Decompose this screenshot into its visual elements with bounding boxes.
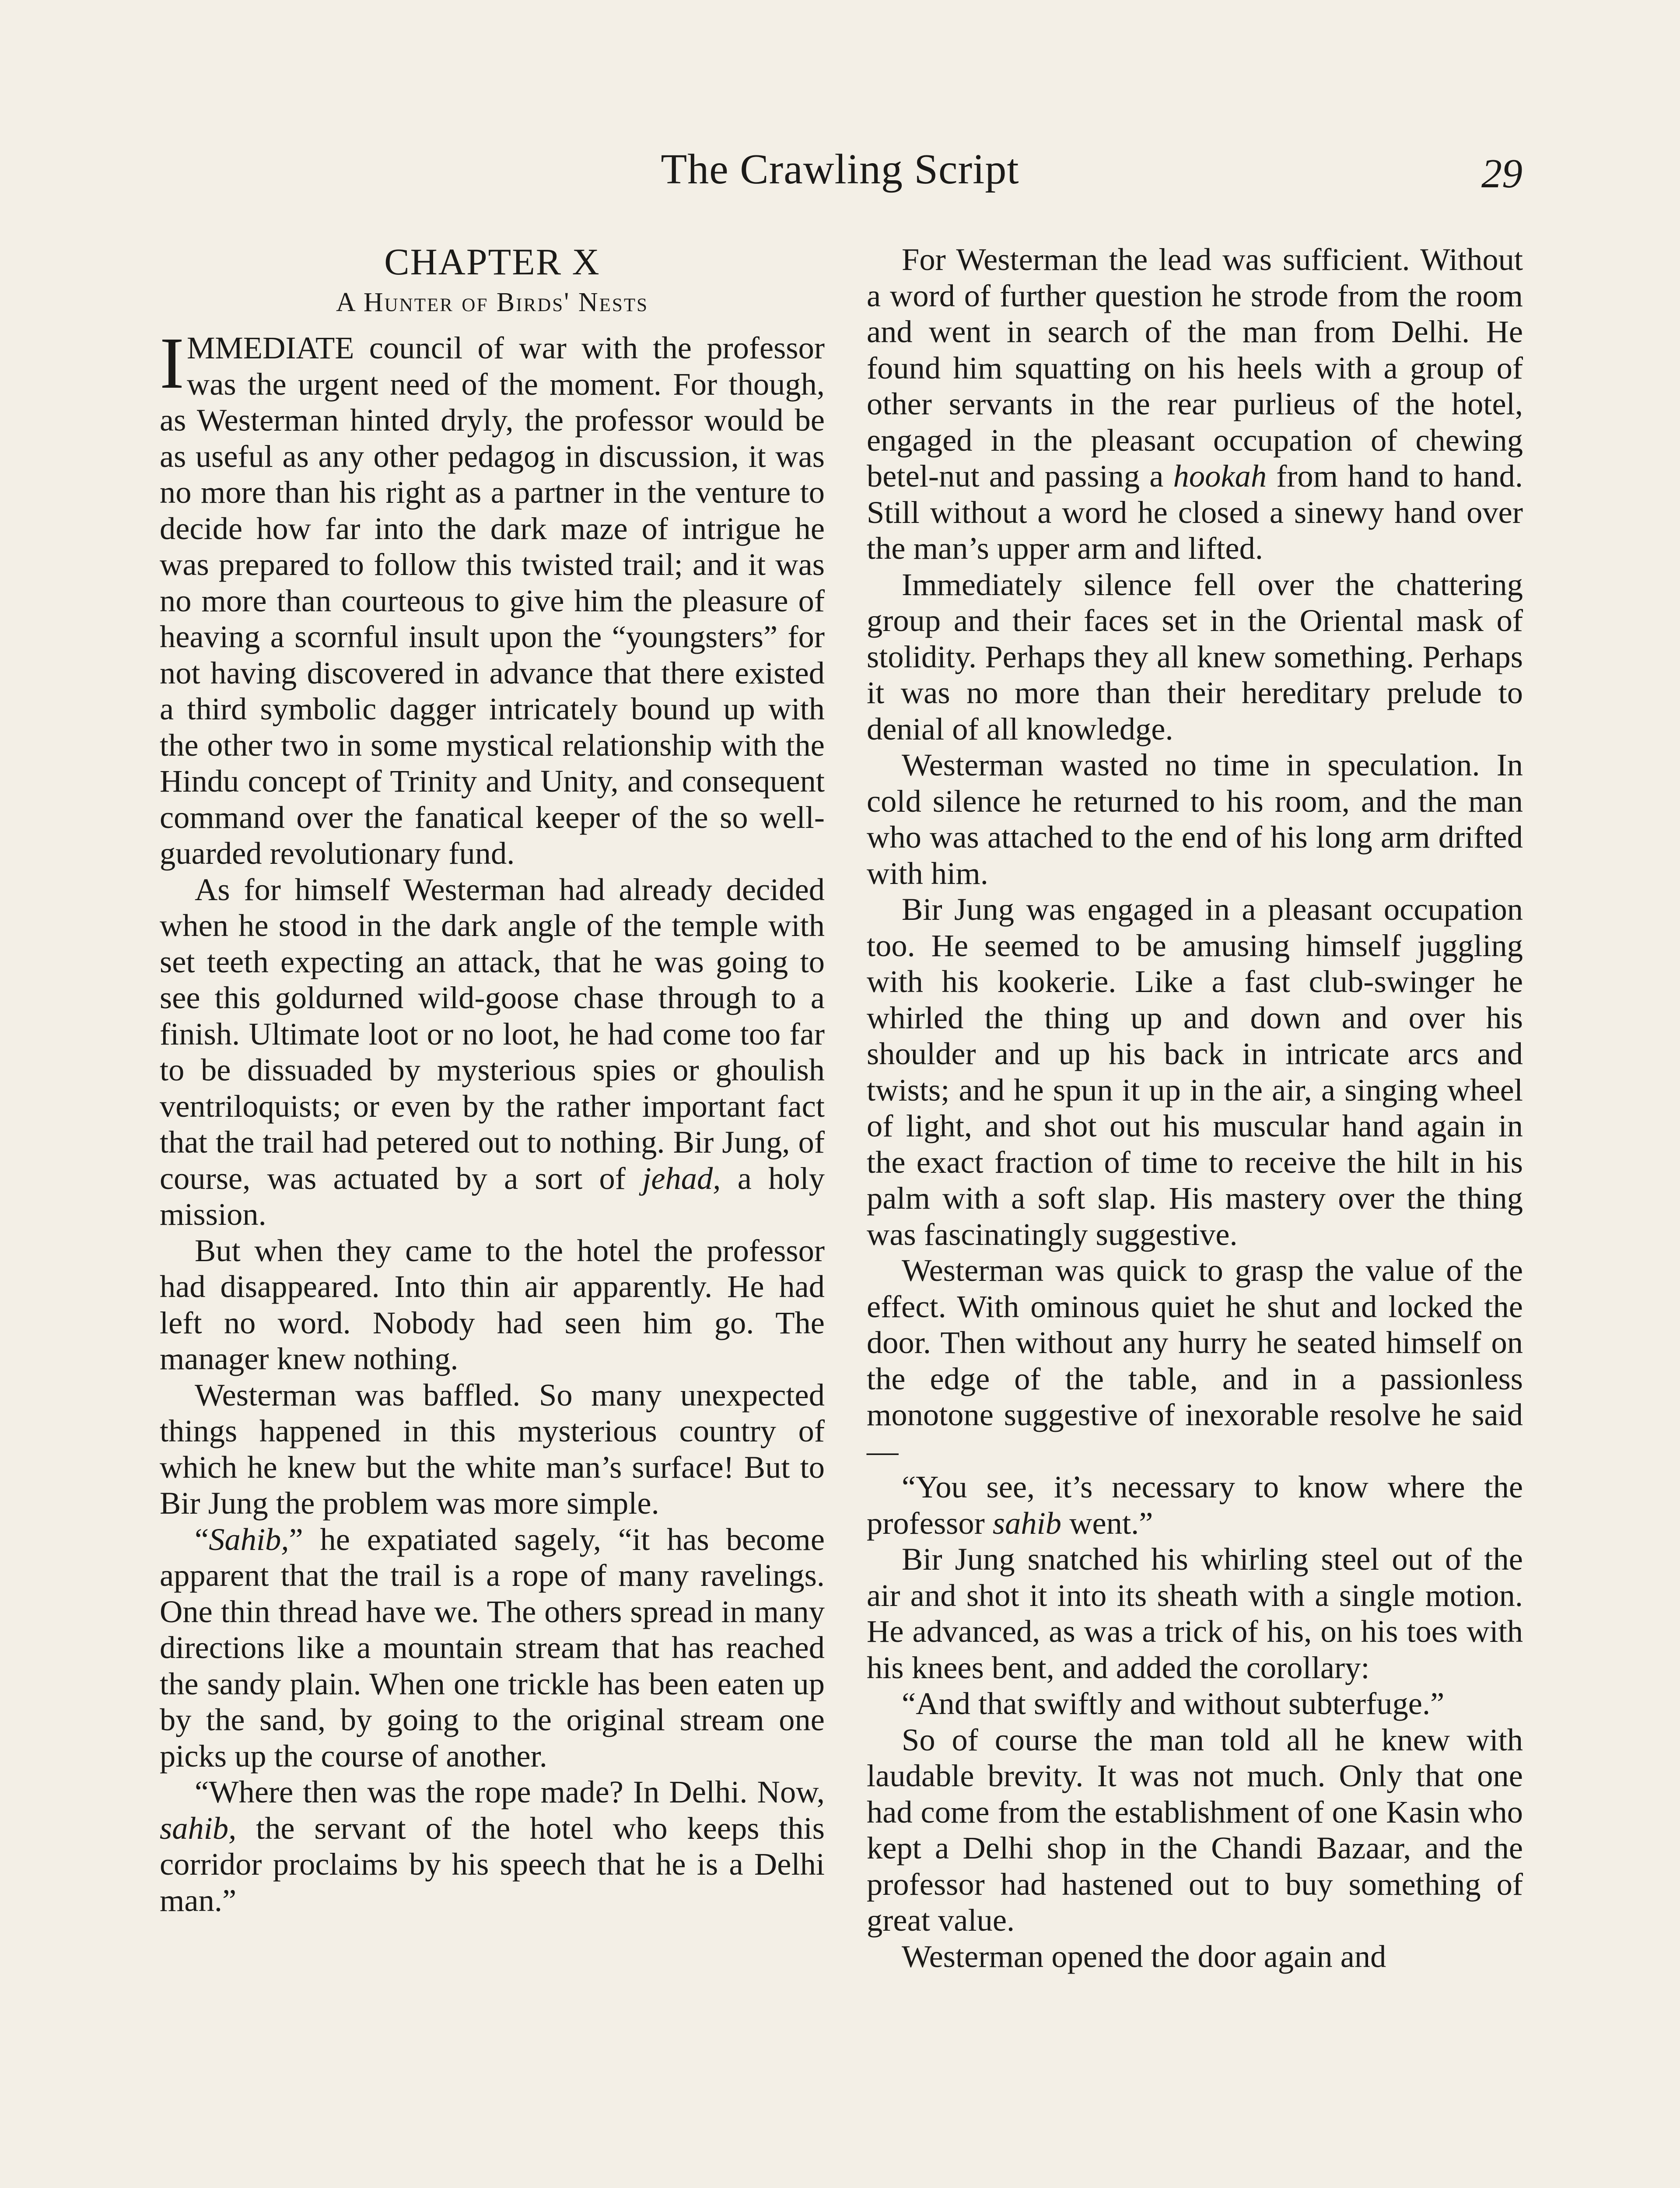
chapter-title: CHAPTER X xyxy=(384,241,600,283)
paragraph: Westerman was baffled. So many unexpected things happened in this mysterious country of which he knew but the white man’s surface! But to Bir Jung the problem was more simple. xyxy=(160,1377,825,1521)
italic-word: sahib xyxy=(992,1505,1062,1541)
italic-word: jehad, xyxy=(642,1160,721,1196)
paragraph-text: “Where then was the rope made? In Delhi. Now, xyxy=(195,1774,825,1809)
page-number: 29 xyxy=(1481,151,1522,196)
paragraph-text: the servant of the hotel who keeps this corridor proclaims by his speech that he is a Delhi man.” xyxy=(160,1810,825,1918)
paragraph: Bir Jung was engaged in a pleasant occupation too. He seemed to be amusing himself juggling with his kookerie. Like a fast club-swinger he whirled the thing up and down and over his shoulder and up his back in intricate arcs and twists; and he spun it up in the air, a singing wheel of light, and shot out his muscular hand again in the exact fraction of time to receive the hilt in his palm with a soft slap. His mastery over the thing was fascinatingly suggestive. xyxy=(867,891,1523,1252)
italic-word: hookah xyxy=(1173,458,1267,494)
paragraph xyxy=(160,1522,825,1774)
paragraph xyxy=(160,872,825,1233)
italic-word: sahib, xyxy=(160,1810,237,1846)
paragraph-text: from hand to hand. Still without a word he closed a sinewy hand over the man’s upper arm and lifted. xyxy=(867,458,1523,566)
paragraph xyxy=(867,1469,1523,1541)
open-quote: “ xyxy=(195,1521,209,1557)
paragraph xyxy=(160,1774,825,1918)
left-column xyxy=(160,242,825,1918)
paragraph xyxy=(160,323,825,872)
drop-cap: I xyxy=(160,323,184,404)
paragraph-text: went.” xyxy=(1069,1505,1153,1541)
paragraph xyxy=(867,242,1523,567)
italic-word: Sahib, xyxy=(209,1521,289,1557)
paragraph-text: a holy mission. xyxy=(160,1160,825,1232)
paragraph: Immediately silence fell over the chattering group and their faces set in the Oriental mask of stolidity. Perhaps they all knew something. Perhaps it was no more than their hereditary prelude to denial of all knowledge. xyxy=(867,566,1523,747)
paragraph-text: As for himself Westerman had already decided when he stood in the dark angle of the temple with set teeth expecting an attack, that he was going to see this goldurned wild-goose chase through to a finish. Ultimate loot or no loot, he had come too far to be dissuaded by mysterious spies or ghoulish ventriloquists; or even by the rather important fact that the trail had petered out to nothing. Bir Jung, of course, was actuated by a sort of xyxy=(160,871,825,1196)
paragraph: Westerman opened the door again and xyxy=(902,1938,1386,1974)
paragraph: “And that swiftly and without subterfuge.” xyxy=(902,1686,1445,1721)
paragraph-text: ” he expatiated sagely, “it has become apparent that the trail is a rope of many ravelings. One thin thread have we. The others spread in many directions like a mountain stream that has reached the sandy plain. When one trickle has been eaten up by the sand, by going to the original stream one picks up the course of another. xyxy=(160,1521,825,1774)
running-title: The Crawling Script xyxy=(661,146,1019,193)
paragraph: So of course the man told all he knew with laudable brevity. It was not much. Only that one had come from the establishment of one Kasin who kept a Delhi shop in the Chandi Bazaar, and the professor had hastened out to buy something of great value. xyxy=(867,1722,1523,1938)
paragraph-text: For Westerman the lead was sufficient. Without a word of further question he strode from the room and went in search of the man from Delhi. He found him squatting on his heels with a group of other servants in the rear purlieus of the hotel, engaged in the pleasant occupation of chewing betel-nut and passing a xyxy=(867,242,1523,494)
right-column xyxy=(867,242,1523,1974)
chapter-subtitle: A Hunter of Birds' Nests xyxy=(336,288,649,317)
paragraph-text: “You see, it’s necessary to know where the professor xyxy=(867,1469,1523,1541)
paragraph: Westerman wasted no time in speculation. In cold silence he returned to his room, and the man who was attached to the end of his long arm drifted with him. xyxy=(867,747,1523,891)
paragraph: Westerman was quick to grasp the value of the effect. With ominous quiet he shut and locked the door. Then without any hurry he seated himself on the edge of the table, and in a passionless monotone suggestive of inexorable resolve he said— xyxy=(867,1252,1523,1469)
paragraph: But when they came to the hotel the professor had disappeared. Into thin air apparently. He had left no word. Nobody had seen him go. The manager knew nothing. xyxy=(160,1232,825,1376)
paragraph: Bir Jung snatched his whirling steel out of the air and shot it into its sheath with a single motion. He advanced, as was a trick of his, on his toes with his knees bent, and added the corollary: xyxy=(867,1541,1523,1685)
paragraph-text: MMEDIATE council of war with the professor was the urgent need of the moment. For though, as Westerman hinted dryly, the professor would be as useful as any other pedagog in discussion, it was no more than his right as a partner in the venture to decide how far into the dark maze of intrigue he was prepared to follow this twisted trail; and it was no more than courteous to give him the pleasure of heaving a scornful insult upon the “youngsters” for not having discovered in advance that there existed a third symbolic dagger intricately bound up with the other two in some mystical relationship with the Hindu concept of Trinity and Unity, and consequent command over the fanatical keeper of the so well-guarded revolutionary fund. xyxy=(160,330,825,871)
